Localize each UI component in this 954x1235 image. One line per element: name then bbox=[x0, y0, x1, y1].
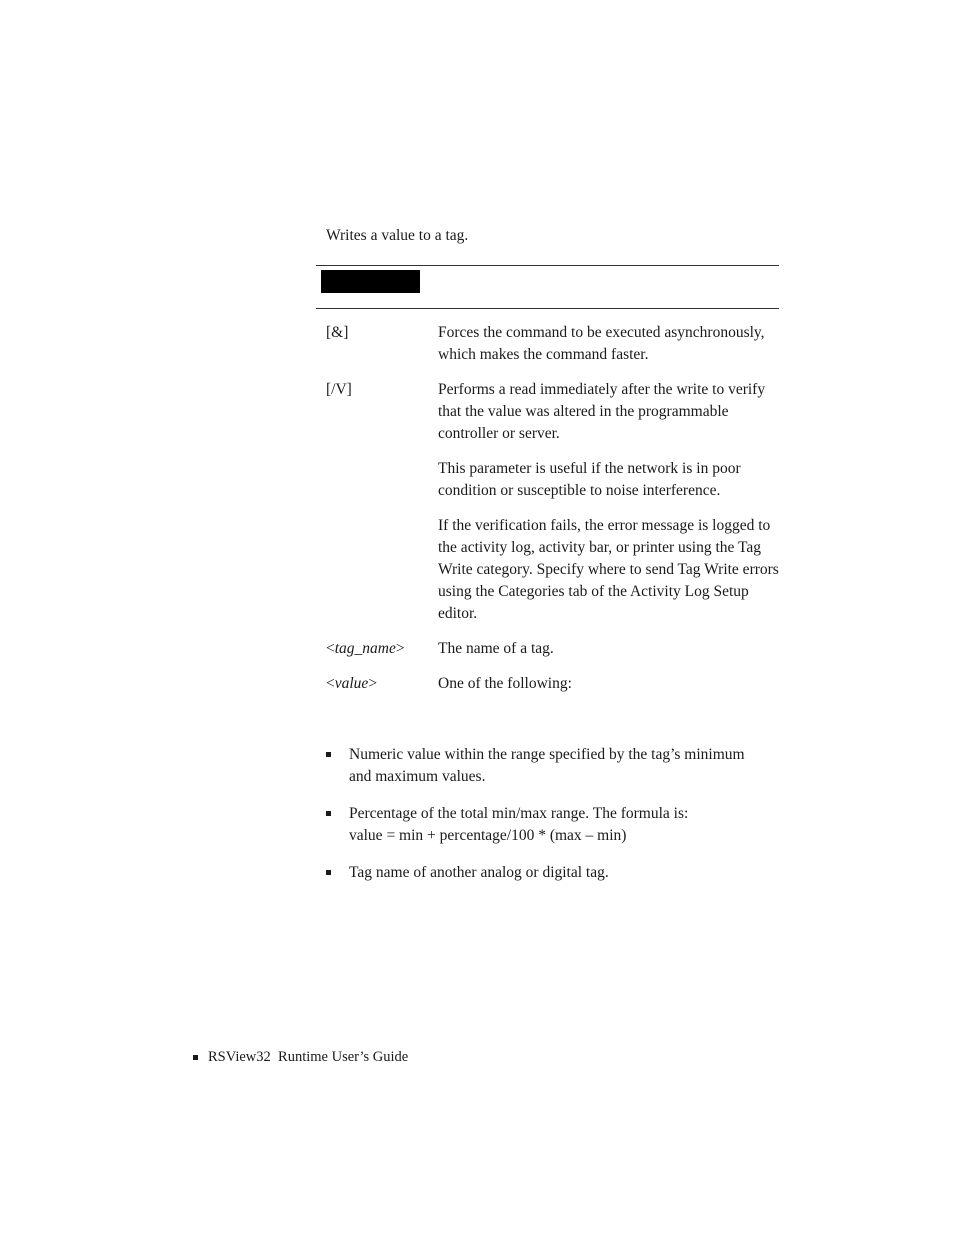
param-name-prefix: < bbox=[326, 640, 335, 657]
param-description bbox=[438, 322, 781, 366]
param-name bbox=[326, 673, 438, 695]
value-options-list bbox=[326, 744, 776, 899]
table-header-block bbox=[321, 270, 420, 293]
param-name-suffix: > bbox=[368, 675, 378, 692]
list-item bbox=[326, 744, 776, 788]
param-row-value bbox=[326, 673, 781, 695]
list-item bbox=[326, 862, 776, 884]
bullet-square-icon bbox=[326, 870, 331, 875]
param-paragraph: Forces the command to be executed asynchronously, which makes the command faster. bbox=[438, 324, 765, 363]
param-description bbox=[438, 673, 781, 695]
param-description bbox=[438, 638, 781, 660]
page-footer bbox=[193, 1048, 408, 1066]
param-name: [/V] bbox=[326, 381, 352, 398]
list-item-line: Tag name of another analog or digital tag. bbox=[349, 864, 609, 881]
param-description bbox=[438, 379, 781, 625]
param-name-italic: tag_name bbox=[334, 640, 396, 657]
intro-text: Writes a value to a tag. bbox=[326, 227, 469, 244]
list-item-line: and maximum values. bbox=[349, 768, 486, 785]
param-paragraph: One of the following: bbox=[438, 675, 572, 692]
list-item-line: Percentage of the total min/max range. The formula is: bbox=[349, 805, 689, 822]
param-paragraph: The name of a tag. bbox=[438, 640, 554, 657]
param-name: [&] bbox=[326, 324, 349, 341]
footer-product: RSView32 bbox=[208, 1049, 271, 1065]
param-paragraph: This parameter is useful if the network is in poor condition or susceptible to noise interference. bbox=[438, 460, 741, 499]
param-name-prefix: < bbox=[326, 675, 335, 692]
parameter-table bbox=[326, 322, 781, 708]
list-item-line: Numeric value within the range specified by the tag’s minimum bbox=[349, 746, 745, 763]
param-row-async bbox=[326, 322, 781, 366]
table-header-rule bbox=[316, 308, 779, 309]
param-name bbox=[326, 638, 438, 660]
list-item-line: value = min + percentage/100 * (max – min) bbox=[349, 827, 627, 844]
param-row-tag-name bbox=[326, 638, 781, 660]
param-row-verify bbox=[326, 379, 781, 625]
bullet-square-icon bbox=[326, 811, 331, 816]
param-paragraph: Performs a read immediately after the write to verify that the value was altered in the programmable controller or server. bbox=[438, 381, 766, 442]
table-top-rule bbox=[316, 265, 779, 266]
list-item bbox=[326, 803, 776, 847]
param-name-suffix: > bbox=[395, 640, 405, 657]
footer-square-icon bbox=[193, 1055, 198, 1060]
param-paragraph: If the verification fails, the error message is logged to the activity log, activity bar, or printer using the Tag Write category. Specify where to send Tag Write errors using the Categories tab of the Activity Log Setup editor. bbox=[438, 517, 779, 622]
footer-title: Runtime User’s Guide bbox=[278, 1049, 409, 1065]
bullet-square-icon bbox=[326, 752, 331, 757]
param-name-italic: value bbox=[334, 675, 369, 692]
